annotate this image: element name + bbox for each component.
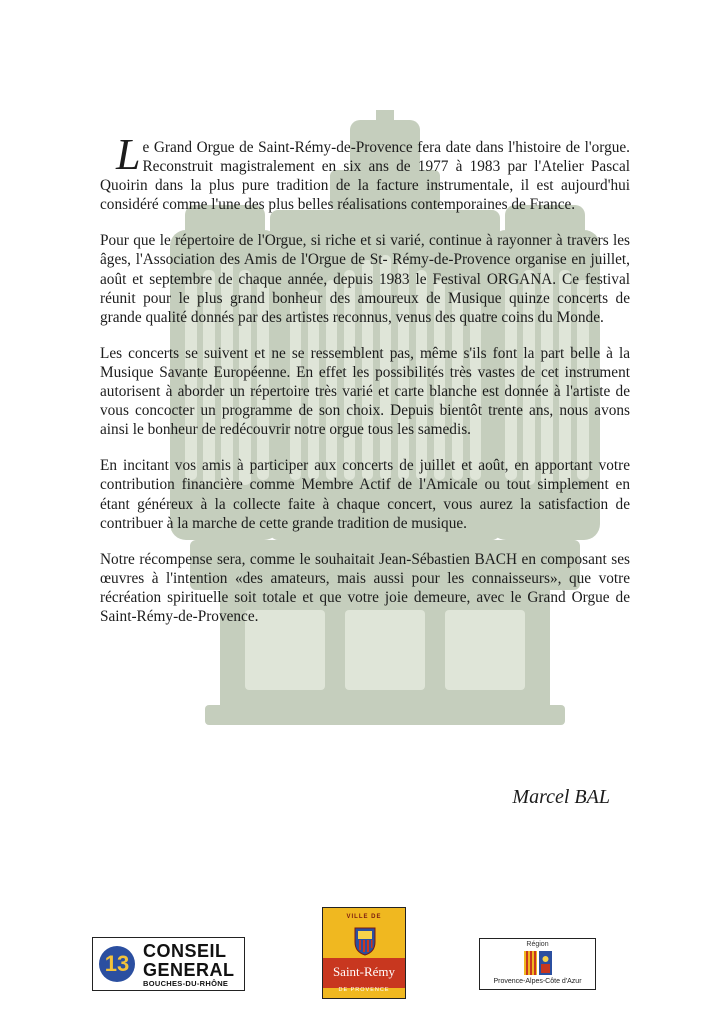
region-name: Provence-Alpes-Côte d'Azur (493, 978, 582, 985)
drop-cap: L (116, 130, 141, 179)
cg-line-2: GENERAL (143, 960, 235, 980)
signature: Marcel BAL (512, 786, 610, 808)
paragraph-5: Notre récompense sera, comme le souhaitait Jean-Sébastien BACH en composant ses œuvres à l'intention «des amateurs, mais aussi pour les connaisseurs», que votre récréation spirituelle soit totale et que votre joie demeure, avec le Grand Orgue de Saint-Rémy-de-Provence. (100, 550, 630, 625)
sr-name: Saint-Rémy (332, 964, 396, 979)
paragraph-2: Pour que le répertoire de l'Orgue, si riche et si varié, continue à rayonner à travers les âges, l'Association des Amis de l'Orgue de St- Rémy-de-Provence organise en juillet, août et septembre de chaque année, depuis 1983 le Festival ORGANA. Ce festival réunit pour le plus grand bonheur des amoureux de Musique quinze concerts de grande qualité donnés par des artistes reconnus, venus des quatre coins du Monde. (100, 232, 630, 326)
letter-body (100, 130, 630, 643)
cg-number-badge: 13 (99, 946, 135, 982)
paragraph-1 (100, 130, 630, 214)
paragraph-3: Les concerts se suivent et ne se ressemblent pas, même s'ils font la part belle à la Musique Savante Européenne. En effet les possibilités très vastes de cet instrument autorisent à aborder un répertoire très varié et carte blanche est donnée à l'artiste de vous concocter un programme de son choix. Depuis bientôt trente ans, nous avons ainsi le bonheur de redécouvrir notre orgue tous les samedis. (100, 344, 630, 439)
cg-line-1: CONSEIL (143, 941, 227, 961)
saint-remy-logo (322, 907, 406, 999)
coat-of-arms-icon (353, 926, 377, 956)
paragraph-1-text: e Grand Orgue de Saint-Rémy-de-Provence fera date dans l'histoire de l'orgue. Reconstruit magistralement en six ans de 1977 à 1983 par l'Atelier Pascal Quoirin dans la plus pure tradition de la facture instrumentale, il est aujourd'hui considéré comme l'une des plus belles réalisations contemporaines de France. (100, 139, 630, 214)
region-paca-logo (479, 938, 596, 990)
region-emblem-icon (524, 951, 552, 975)
sr-ville-de: VILLE DE (346, 914, 382, 920)
cg-line-3: BOUCHES-DU-RHÔNE (143, 979, 229, 988)
conseil-general-logo (92, 937, 245, 991)
region-label: Région (526, 941, 549, 948)
paragraph-4: En incitant vos amis à participer aux concerts de juillet et août, en apportant votre contribution financière comme Membre Actif de l'Amicale ou tout simplement en étant généreux à la collecte faite à chaque concert, vous aurez la satisfaction de contribuer à la marche de cette grande tradition de musique. (100, 457, 630, 532)
sr-de-provence: DE PROVENCE (338, 987, 390, 993)
